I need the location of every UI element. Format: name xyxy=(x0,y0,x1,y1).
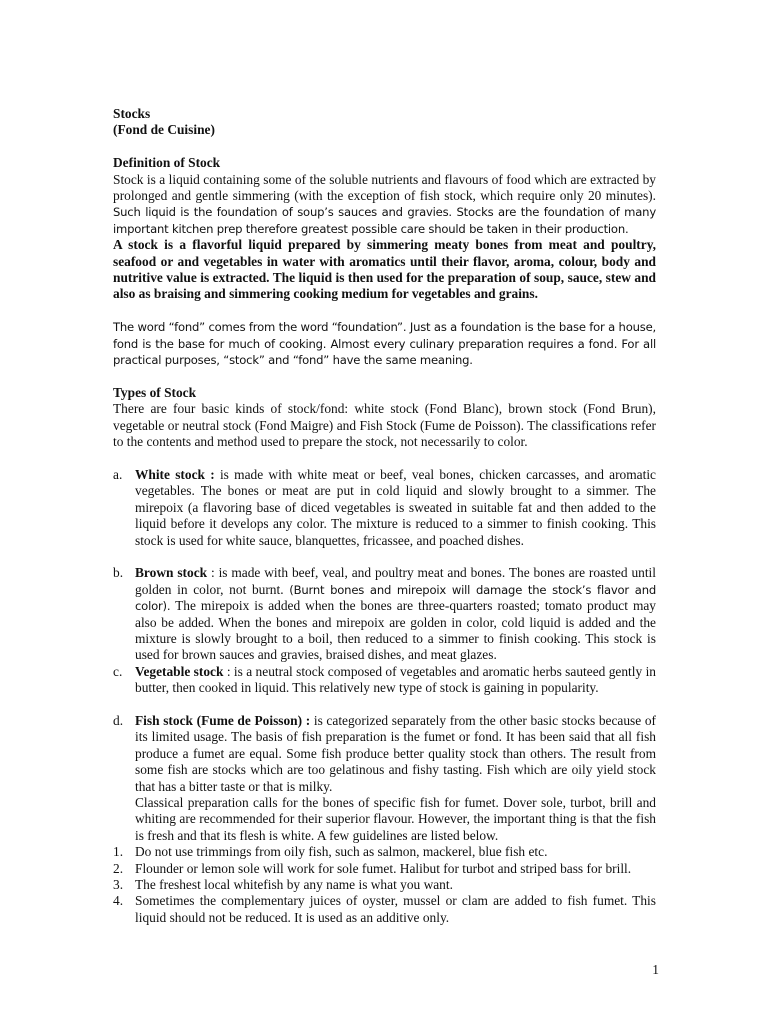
guideline-text: Flounder or lemon sole will work for sole fumet. Halibut for turbot and striped bass for brill. xyxy=(135,860,632,876)
definition-paragraph xyxy=(113,172,656,238)
page-number: 1 xyxy=(652,962,659,977)
brown-stock-text-a: : is made with beef, veal, and poultry meat and bones. The bones are roasted until golden in color, not burnt. xyxy=(135,565,656,597)
vegetable-stock-term: Vegetable stock xyxy=(135,663,224,679)
spacer xyxy=(113,368,656,384)
list-item-white-stock xyxy=(113,467,656,549)
definition-bold-paragraph: A stock is a flavorful liquid prepared by simmering meaty bones from meat and poultry, seafood or and vegetables in water with aromatics until their flavor, aroma, colour, body and nutritive value is extracted. The liquid is then used for the preparation of soup, sauce, stew and also as braising and simmering cooking medium for vegetables and grains. xyxy=(113,237,656,302)
definition-text-a: Stock is a liquid containing some of the soluble nutrients and flavours of food which are extracted by prolonged and gentle simmering (with the exception of fish stock, which require only 20 minutes). xyxy=(113,171,656,204)
list-marker: 3. xyxy=(113,877,124,892)
list-marker: a. xyxy=(113,466,123,482)
white-stock-text: is made with white meat or beef, veal bones, chicken carcasses, and aromatic vegetables. The bones or meat are put in cold liquid and slowly brought to a simmer. The mirepoix (a flavoring base of diced vegetables is sweated in suitable fat and then added to the liquid before it develops any color. The mixture is reduced to a simmer to finish cooking. This stock is used for white sauce, blanquettes, fricassee, and poached dishes. xyxy=(135,466,656,548)
list-item-vegetable-stock xyxy=(113,664,656,697)
list-marker: 2. xyxy=(113,860,124,876)
fish-stock-paragraph-2: Classical preparation calls for the bones of specific fish for fumet. Dover sole, turbot, brill and whiting are recommended for their superior flavour. However, the important thing is that the fish is fresh and that its flesh is white. A few guidelines are listed below. xyxy=(135,794,656,843)
fond-paragraph: The word “fond” comes from the word “foundation”. Just as a foundation is the base for a house, fond is the base for much of cooking. Almost every culinary preparation requires a fond. For all practical purposes, “stock” and “fond” have the same meaning. xyxy=(113,320,656,368)
definition-text-b: Such liquid is the foundation of soup’s sauces and gravies. Stocks are the foundation of many important kitchen prep therefore greatest possible care should be taken in their production. xyxy=(113,205,656,236)
fish-stock-text: is categorized separately from the other basic stocks because of its limited usage. The basis of fish preparation is the fumet or fond. It has been said that all fish produce a fumet are equal. Some fish produce better quality stock than others. The result from some fish are stocks which are too gelatinous and fishy tasting. Fish which are oily yield stock that has a bitter taste or that is milky. xyxy=(135,712,656,794)
list-marker: 4. xyxy=(113,893,124,909)
list-item-brown-stock xyxy=(113,565,656,663)
list-marker: b. xyxy=(113,565,124,581)
spacer xyxy=(113,303,656,319)
spacer xyxy=(113,450,656,466)
document-title: Stocks xyxy=(113,106,151,121)
guideline-item xyxy=(113,844,656,860)
brown-stock-note: (Burnt bones and mirepoix will damage the stock’s flavor and color). xyxy=(135,582,657,614)
definition-heading: Definition of Stock xyxy=(113,155,221,171)
spacer xyxy=(113,139,656,155)
fish-stock-term: Fish stock (Fume de Poisson) : xyxy=(135,712,311,728)
brown-stock-text-b: The mirepoix is added when the bones are three-quarters roasted; tomato product may also be added. When the bones and mirepoix are golden in color, cold liquid is added and the mixture is slowly brought to a boil, then reduced to a simmer to finish cooking. This stock is used for brown sauces and gravies, braised dishes, and meat glazes. xyxy=(135,598,656,663)
fish-stock-paragraph xyxy=(135,713,656,795)
vegetable-stock-text: : is a neutral stock composed of vegetables and aromatic herbs sauteed gently in butter, then cooked in liquid. This relatively new type of stock is gaining in popularity. xyxy=(135,663,656,696)
list-item-fish-stock xyxy=(113,713,656,844)
list-item-body xyxy=(135,565,656,663)
list-item-body xyxy=(135,467,656,549)
guideline-item xyxy=(113,893,656,926)
types-intro: There are four basic kinds of stock/fond: white stock (Fond Blanc), brown stock (Fond Brun), vegetable or neutral stock (Fond Maigre) and Fish Stock (Fume de Poisson). The classifications refer to the contents and method used to prepare the stock, not necessarily to color. xyxy=(113,401,656,450)
list-item-body xyxy=(135,664,656,697)
guideline-item xyxy=(113,861,656,877)
list-marker: c. xyxy=(113,663,123,679)
types-heading: Types of Stock xyxy=(113,384,197,400)
list-marker: 1. xyxy=(113,844,124,860)
document-subtitle: (Fond de Cuisine) xyxy=(113,122,215,138)
guideline-text: The freshest local whitefish by any name is what you want. xyxy=(135,877,453,892)
spacer xyxy=(113,549,656,565)
document-page xyxy=(113,106,656,926)
list-item-body xyxy=(135,713,656,844)
white-stock-term: White stock : xyxy=(135,466,215,482)
guideline-text: Sometimes the complementary juices of oyster, mussel or clam are added to fish fumet. This liquid should not be reduced. It is used as an additive only. xyxy=(135,893,656,925)
guideline-item xyxy=(113,877,656,893)
guideline-text: Do not use trimmings from oily fish, such as salmon, mackerel, blue fish etc. xyxy=(135,844,548,860)
list-marker: d. xyxy=(113,712,124,728)
spacer xyxy=(113,697,656,713)
brown-stock-term: Brown stock xyxy=(135,565,208,581)
